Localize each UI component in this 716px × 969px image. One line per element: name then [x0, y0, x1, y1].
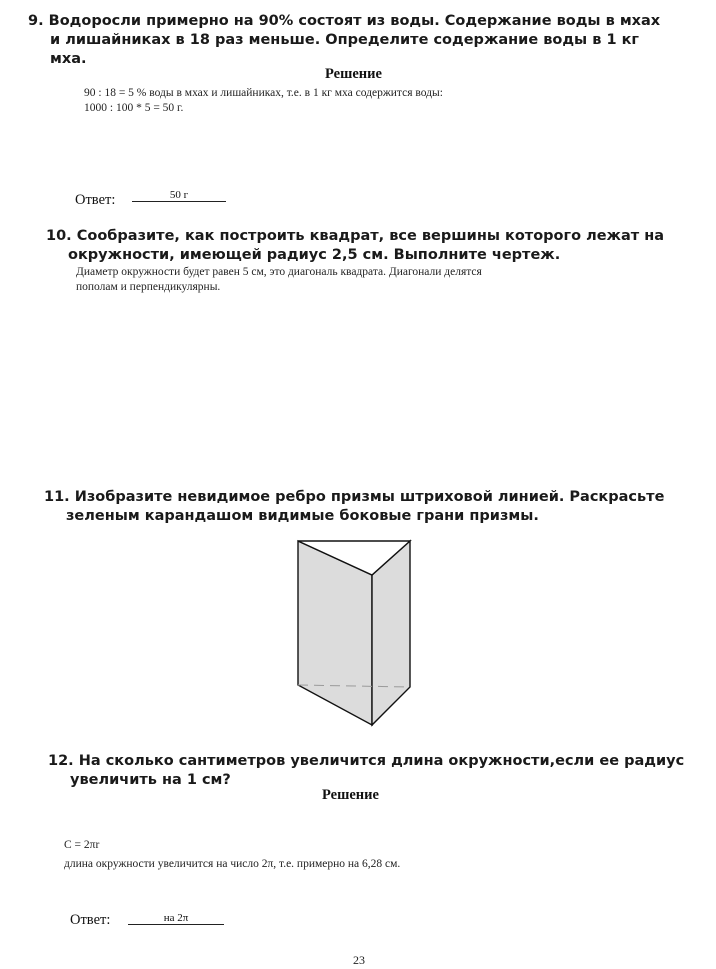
task-9-solution [84, 86, 443, 116]
task-10-solution [76, 265, 482, 295]
task-10-line-1: 10. Сообразите, как построить квадрат, все вершины которого лежат на [46, 228, 665, 244]
task-9-answer-label: Ответ: [75, 192, 116, 208]
task-10-solution-line-2: пополам и перпендикулярны. [76, 281, 221, 293]
page-number: 23 [353, 953, 365, 967]
task-9-line-2: и лишайниках в 18 раз меньше. Определите содержание воды в 1 кг [50, 32, 639, 48]
task-9-answer-value: 50 г [132, 189, 226, 202]
task-12-solution-heading: Решение [322, 787, 379, 803]
task-9-solution-line-2: 1000 : 100 * 5 = 50 г. [84, 102, 184, 114]
task-10-solution-line-1: Диаметр окружности будет равен 5 см, это диагональ квадрата. Диагонали делятся [76, 266, 482, 278]
task-9-question [28, 12, 660, 69]
task-9-solution-heading: Решение [325, 66, 382, 82]
task-10-question [46, 227, 664, 265]
task-9-line-1: 9. Водоросли примерно на 90% состоят из воды. Содержание воды в мхах [28, 13, 661, 29]
task-12-solution: длина окружности увеличится на число 2π, т.е. примерно на 6,28 см. [64, 858, 401, 870]
task-12-question [48, 752, 684, 790]
task-12-line-1: 12. На сколько сантиметров увеличится длина окружности,если ее радиус [48, 753, 685, 769]
task-11-question [44, 488, 664, 526]
task-11-line-1: 11. Изобразите невидимое ребро призмы штриховой линией. Раскрасьте [44, 489, 665, 505]
task-9-line-3: мха. [50, 51, 87, 67]
prism-drawing [290, 535, 420, 730]
task-12-formula: С = 2πr [64, 839, 100, 851]
task-10-line-2: окружности, имеющей радиус 2,5 см. Выполните чертеж. [68, 247, 561, 263]
task-12-line-2: увеличить на 1 см? [70, 772, 231, 788]
task-12-answer-label: Ответ: [70, 912, 111, 928]
task-9-solution-line-1: 90 : 18 = 5 % воды в мхах и лишайниках, т.е. в 1 кг мха содержится воды: [84, 87, 443, 99]
task-11-line-2: зеленым карандашом видимые боковые грани призмы. [66, 508, 539, 524]
task-12-answer-value: на 2π [128, 912, 224, 925]
